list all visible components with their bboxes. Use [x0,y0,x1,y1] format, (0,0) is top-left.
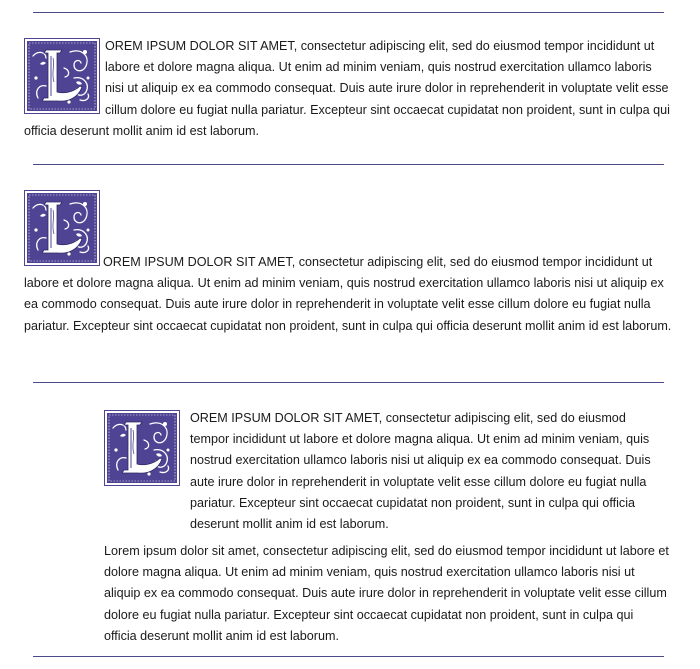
paragraph-hanging-initial [190,408,664,535]
lead-caps: OREM IPSUM DOLOR SIT AMET, [103,255,296,269]
ornamental-initial-L-icon [24,190,100,266]
lead-caps: OREM IPSUM DOLOR SIT AMET, [105,39,298,53]
paragraph-plain [104,541,669,647]
ornamental-initial-L-icon [24,38,100,114]
lead-caps: OREM IPSUM DOLOR SIT AMET, [190,411,383,425]
paragraph-floated-initial [24,36,674,142]
divider-rule [33,656,664,657]
paragraph-text: consectetur adipiscing elit, sed do eiusmod tempor incididunt ut labore et dolore magna aliqua. Ut enim ad minim veniam, quis nostrud exercitation ullamco laboris nisi ut aliquip ex ea commodo consequat. Duis aute irure dolor in reprehenderit in voluptate velit esse cillum dolore eu fugiat nulla pariatur. Excepteur sint occaecat cupidatat non proident, sunt in culpa qui officia deserunt mollit anim id est laborum. [24,39,670,138]
paragraph-text: consectetur adipiscing elit, sed do eiusmod tempor incididunt ut labore et dolore magna aliqua. Ut enim ad minim veniam, quis nostrud exercitation ullamco laboris nisi ut aliquip ex ea commodo consequat. Duis aute irure dolor in reprehenderit in voluptate velit esse cillum dolore eu fugiat nulla pariatur. Excepteur sint occaecat cupidatat non proident, sunt in culpa qui officia deserunt mollit anim id est laborum. [190,411,651,532]
divider-rule [33,164,664,165]
paragraph-text: Lorem ipsum dolor sit amet, consectetur adipiscing elit, sed do eiusmod tempor incididunt ut labore et dolore magna aliqua. Ut enim ad minim veniam, quis nostrud exercitation ullamco laboris nisi ut aliquip ex ea commodo consequat. Duis aute irure dolor in reprehenderit in voluptate velit esse cillum dolore eu fugiat nulla pariatur. Excepteur sint occaecat cupidatat non proident, sunt in culpa qui officia deserunt mollit anim id est laborum. [104,544,669,643]
paragraph-raised-initial [24,190,674,337]
paragraph-text: consectetur adipiscing elit, sed do eiusmod tempor incididunt ut labore et dolore magna aliqua. Ut enim ad minim veniam, quis nostrud exercitation ullamco laboris nisi ut aliquip ex ea commodo consequat. Duis aute irure dolor in reprehenderit in voluptate velit esse cillum dolore eu fugiat nulla pariatur. Excepteur sint occaecat cupidatat non proident, sunt in culpa qui officia deserunt mollit anim id est laborum. [24,255,672,333]
ornamental-initial-L-icon [104,410,180,486]
divider-rule [33,12,664,13]
divider-rule [33,382,664,383]
